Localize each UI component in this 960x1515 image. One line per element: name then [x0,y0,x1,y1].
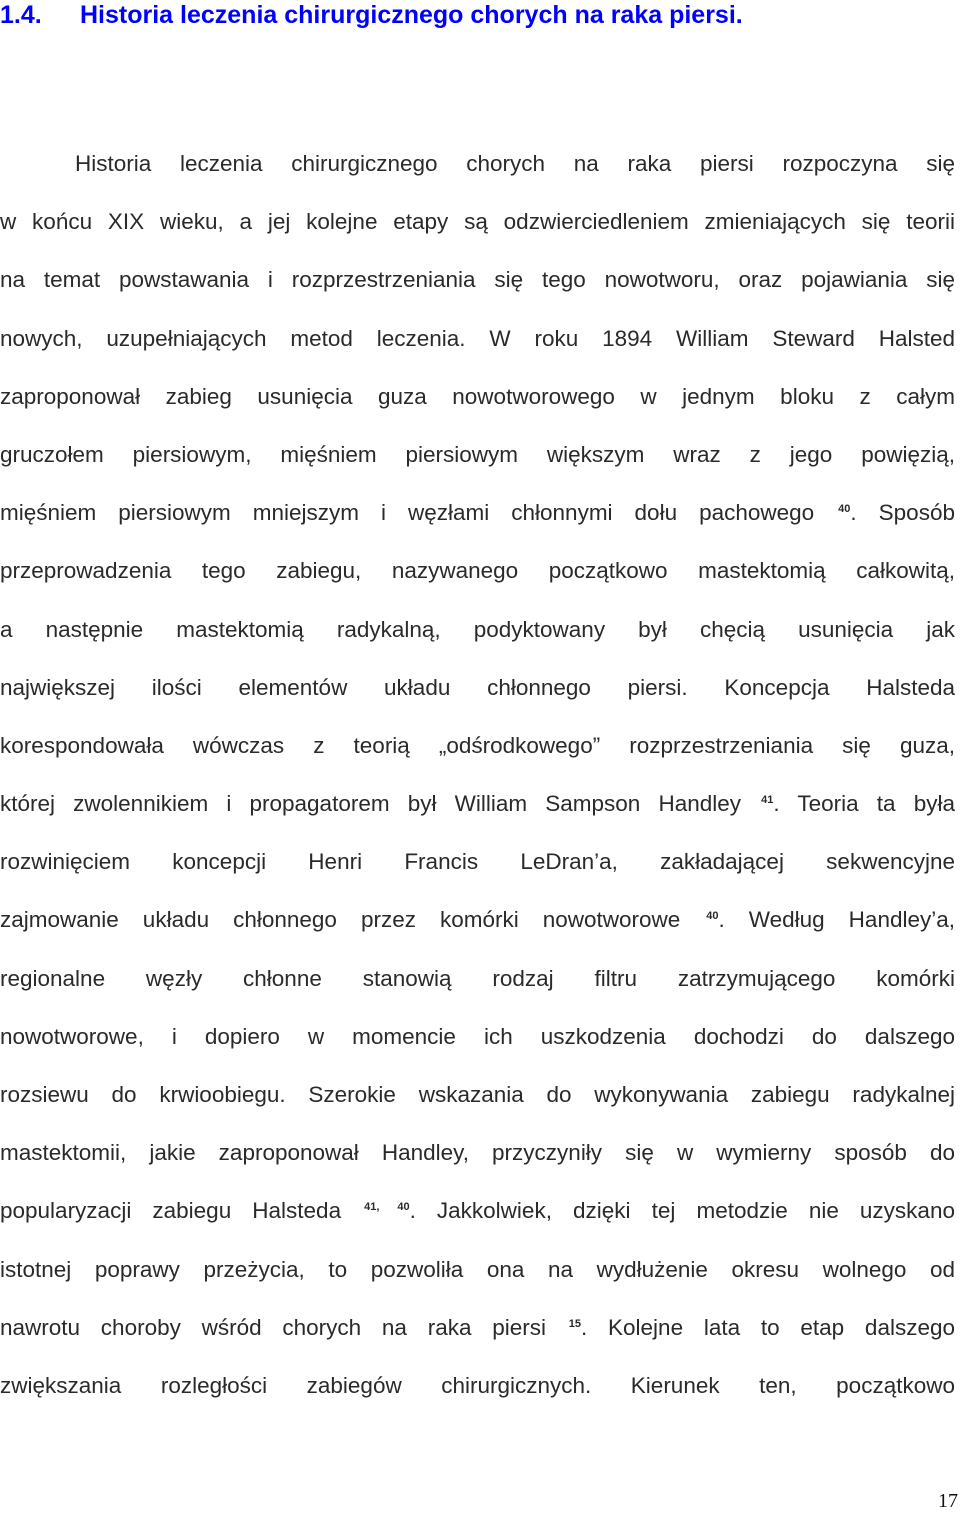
text-segment: której zwolennikiem i propagatorem był William Sampson Handley [0,791,741,817]
text-line: a następnie mastektomią radykalną, podyktowany był chęcią usunięcia jak [0,616,955,642]
text-line: nowotworowe, i dopiero w momencie ich uszkodzenia dochodzi do dalszego [0,1023,955,1049]
text-segment: popularyzacji zabiegu Halsteda [0,1198,342,1224]
text-line: nowych, uzupełniających metod leczenia. W roku 1894 William Steward Halsted [0,325,955,351]
text-line: mastektomii, jakie zaproponował Handley, przyczyniły się w wymierny sposób do [0,1140,955,1166]
text-segment: . Sposób [850,500,955,526]
text-line: zwiększania rozległości zabiegów chirurgicznych. Kierunek ten, początkowo [0,1372,955,1398]
text-line: rozwinięciem koncepcji Henri Francis LeDran’a, zakładającej sekwencyjne [0,849,955,875]
text-segment: . Jakkolwiek, dzięki tej metodzie nie uzyskano [409,1198,955,1224]
text-segment: zajmowanie układu chłonnego przez komórki nowotworowe [0,907,681,933]
text-line [0,1182,955,1240]
body-text [0,135,955,1415]
text-line: regionalne węzły chłonne stanowią rodzaj filtru zatrzymującego komórki [0,965,955,991]
text-segment: . Kolejne lata to etap dalszego [581,1314,955,1340]
section-title: Historia leczenia chirurgicznego chorych na raka piersi. [80,1,743,29]
text-line: Historia leczenia chirurgicznego chorych na raka piersi rozpoczyna się [75,151,955,176]
section-number: 1.4. [0,1,42,29]
section-heading [0,0,743,30]
text-line: gruczołem piersiowym, mięśniem piersiowym większym wraz z jego powięzią, [0,441,955,467]
text-segment: . Według Handley’a, [718,907,955,933]
text-segment: . Teoria ta była [773,791,955,817]
text-line: na temat powstawania i rozprzestrzeniania się tego nowotworu, oraz pojawiania się [0,267,955,293]
citation-ref: 41 [761,794,774,807]
citation-ref: 41, 40 [364,1201,410,1214]
text-line [0,484,955,542]
text-line: korespondowała wówczas z teorią „odśrodkowego” rozprzestrzeniania się guza, [0,732,955,758]
citation-ref: 40 [838,503,851,516]
text-line: istotnej poprawy przeżycia, to pozwoliła ona na wydłużenie okresu wolnego od [0,1256,955,1282]
text-line [0,775,955,833]
text-line: w końcu XIX wieku, a jej kolejne etapy są odzwierciedleniem zmieniających się teorii [0,209,955,235]
citation-ref: 40 [706,910,719,923]
text-segment: nawrotu choroby wśród chorych na raka piersi [0,1314,546,1340]
text-line: przeprowadzenia tego zabiegu, nazywanego początkowo mastektomią całkowitą, [0,558,955,584]
text-line [0,1299,955,1357]
text-line: rozsiewu do krwioobiegu. Szerokie wskazania do wykonywania zabiegu radykalnej [0,1082,955,1107]
text-line: zaproponował zabieg usunięcia guza nowotworowego w jednym bloku z całym [0,383,955,409]
citation-ref: 15 [568,1317,582,1330]
text-line: największej ilości elementów układu chłonnego piersi. Koncepcja Halsteda [0,674,955,700]
text-line [0,891,955,949]
page-number: 17 [938,1490,958,1512]
text-segment: mięśniem piersiowym mniejszym i węzłami chłonnymi dołu pachowego [0,500,815,526]
